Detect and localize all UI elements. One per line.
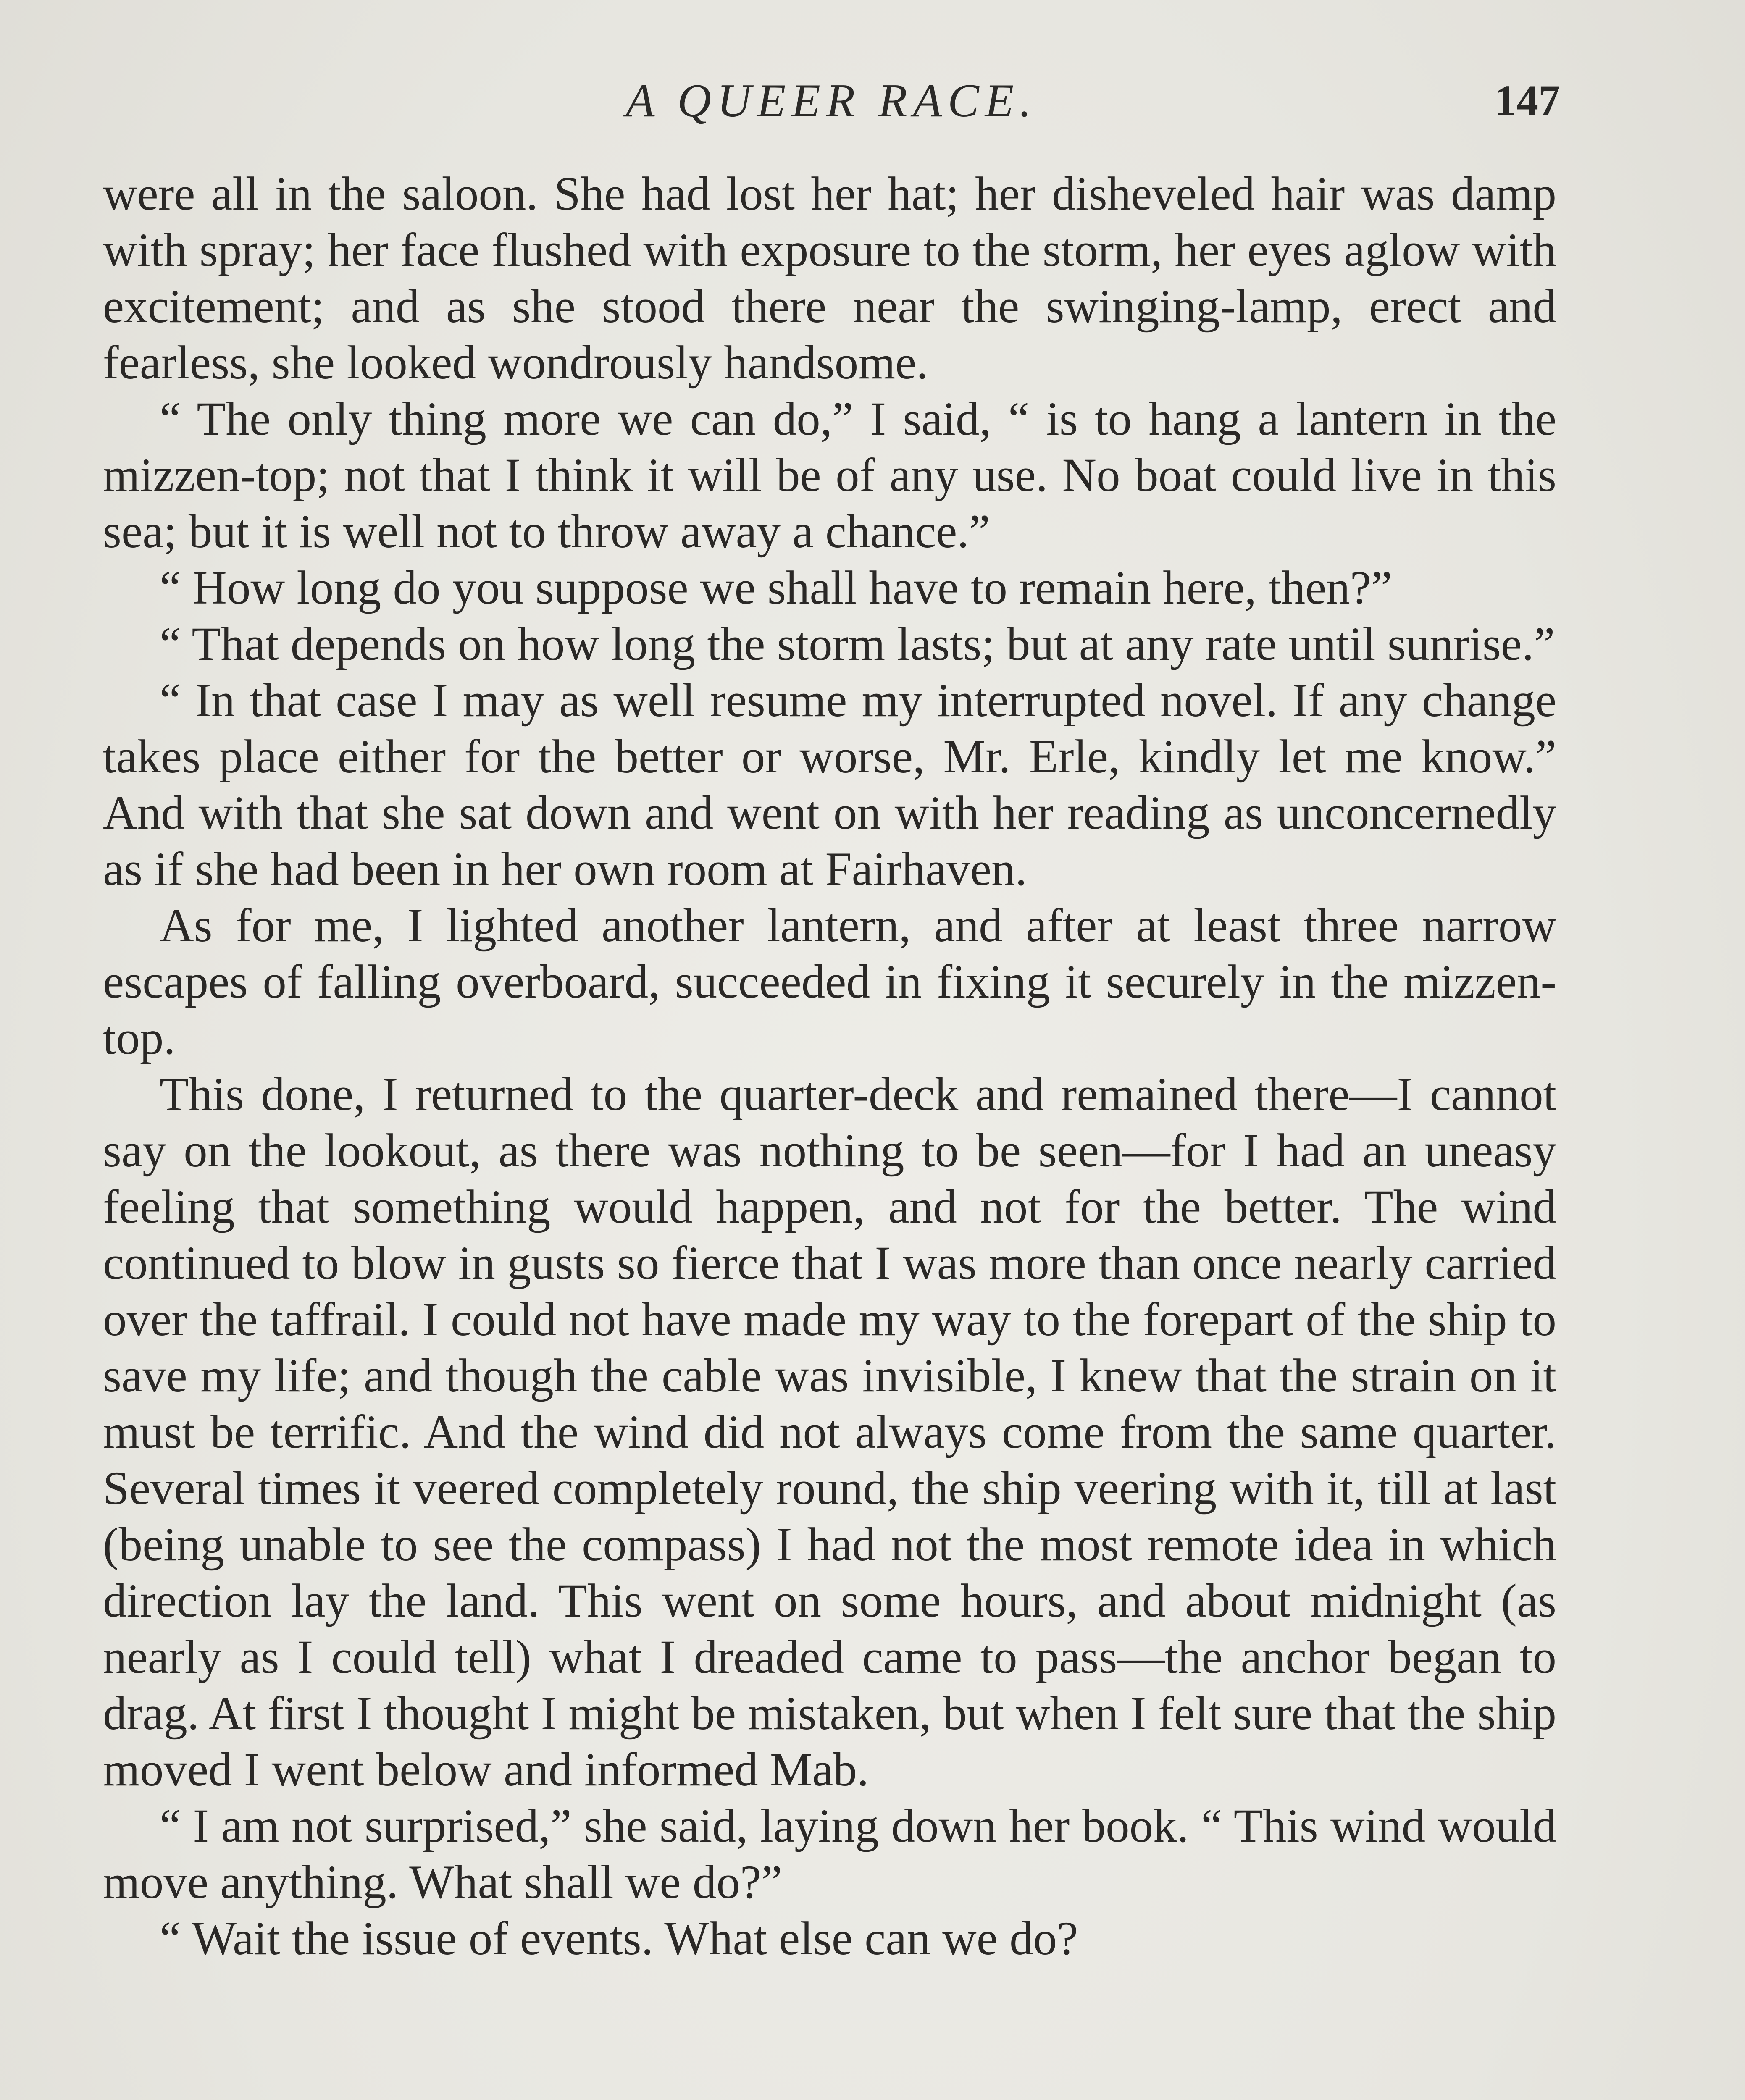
- paragraph-9: “ Wait the issue of events. What else can we do?: [160, 1912, 1078, 1965]
- paragraph-8: “ I am not surprised,” she said, laying down her book. “ This wind would move anything. What shall we do?”: [103, 1800, 1556, 1908]
- running-title: A QUEER RACE.: [625, 75, 1038, 127]
- paragraph-3: “ How long do you suppose we shall have to remain here, then?”: [160, 562, 1393, 614]
- paragraph-6: As for me, I lighted another lantern, and after at least three narrow escapes of falling overboard, succeeded in fixing it securely in the mizzen-top.: [103, 899, 1556, 1064]
- paragraph-1: were all in the saloon. She had lost her hat; her disheveled hair was damp with spray; her face flushed with exposure to the storm, her eyes aglow with excitement; and as she stood there near the swinging-lamp, erect and fearless, she looked wondrously handsome.: [103, 168, 1556, 389]
- page-number: 147: [1495, 76, 1560, 125]
- paragraph-2: “ The only thing more we can do,” I said, “ is to hang a lantern in the mizzen-top; not that I think it will be of any use. No boat could live in this sea; but it is well not to throw away a chance.”: [103, 393, 1556, 558]
- paragraph-7: This done, I returned to the quarter-deck and remained there—I cannot say on the lookout, as there was nothing to be seen—for I had an uneasy feeling that something would happen, and not for the better. The wind continued to blow in gusts so fierce that I was more than once nearly carried over the taffrail. I could not have made my way to the forepart of the ship to save my life; and though the cable was invisible, I knew that the strain on it must be terrific. And the wind did not always come from the same quarter. Several times it veered completely round, the ship veering with it, till at last (being unable to see the compass) I had not the most remote idea in which direction lay the land. This went on some hours, and about midnight (as nearly as I could tell) what I dreaded came to pass—the anchor began to drag. At first I thought I might be mistaken, but when I felt sure that the ship moved I went below and informed Mab.: [103, 1068, 1556, 1796]
- paragraph-5: “ In that case I may as well resume my interrupted novel. If any change takes place either for the better or worse, Mr. Erle, kindly let me know.” And with that she sat down and went on with her reading as unconcernedly as if she had been in her own room at Fairhaven.: [103, 674, 1556, 895]
- body-text: [103, 166, 1556, 1967]
- page-header: [103, 67, 1560, 134]
- paragraph-4: “ That depends on how long the storm lasts; but at any rate until sunrise.”: [160, 618, 1555, 670]
